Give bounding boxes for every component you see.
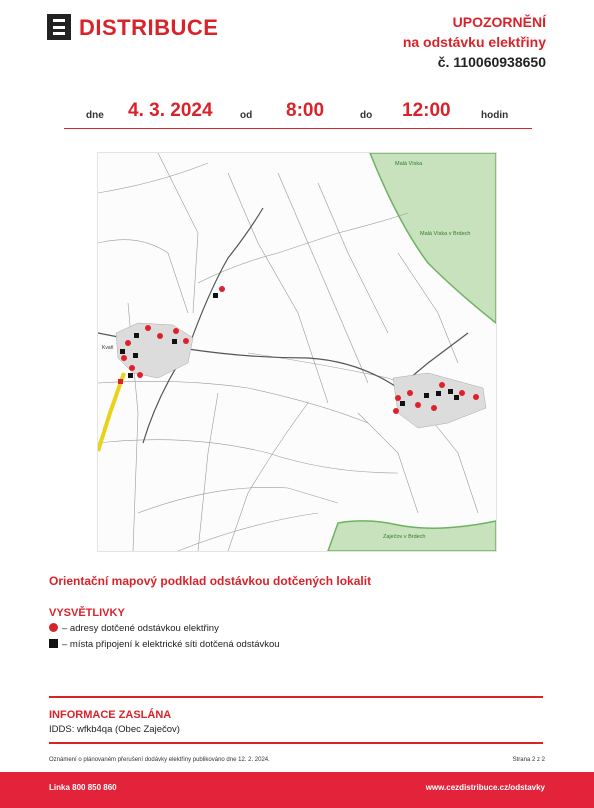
- address-marker: [431, 405, 437, 411]
- outage-schedule: [64, 100, 532, 129]
- connection-point-marker: [454, 395, 459, 400]
- outage-date: 4. 3. 2024: [128, 100, 213, 121]
- map-svg: [98, 153, 496, 551]
- connection-point-marker: [172, 339, 177, 344]
- divider: [49, 696, 543, 698]
- address-marker: [173, 328, 179, 334]
- outage-map: [97, 152, 497, 552]
- label-mala-viska: Malá Víska: [395, 161, 423, 167]
- black-square-icon: [49, 639, 58, 648]
- address-marker: [183, 338, 189, 344]
- address-marker: [125, 340, 131, 346]
- address-marker: [473, 394, 479, 400]
- legend-item-address: [49, 623, 219, 634]
- time-from: 8:00: [286, 100, 325, 121]
- notice-title: UPOZORNĚNÍ: [452, 14, 546, 30]
- brand-name: DISTRIBUCE: [79, 15, 219, 40]
- label-kvan: Kvaň: [102, 345, 114, 351]
- connection-point-marker: [128, 373, 133, 378]
- label-zajecov-v-brdech: Zaječov v Brdech: [383, 534, 426, 540]
- map-caption: Orientační mapový podklad odstávkou dotčených lokalit: [49, 574, 372, 588]
- connection-point-marker: [213, 293, 218, 298]
- address-marker: [393, 408, 399, 414]
- address-marker: [415, 402, 421, 408]
- connection-point-marker: [120, 349, 125, 354]
- legend-address-text: – adresy dotčené odstávkou elektřiny: [62, 623, 219, 634]
- legend-title: VYSVĚTLIVKY: [49, 607, 125, 619]
- forest-area-north: [370, 153, 496, 323]
- connection-point-marker: [400, 401, 405, 406]
- connection-point-marker: [133, 353, 138, 358]
- address-marker: [121, 355, 127, 361]
- connection-point-marker: [436, 391, 441, 396]
- address-marker: [157, 333, 163, 339]
- connection-point-marker: [134, 333, 139, 338]
- address-marker: [145, 325, 151, 331]
- legend-connection-text: – místa připojení k elektrické síti dotčená odstávkou: [62, 639, 280, 650]
- label-mala-viska-v-brdech: Malá Víska v Brdech: [420, 231, 471, 237]
- address-marker: [129, 365, 135, 371]
- address-marker: [137, 372, 143, 378]
- address-marker: [395, 395, 401, 401]
- connection-point-marker: [424, 393, 429, 398]
- date-label: dne: [86, 110, 104, 121]
- notice-header: [403, 12, 546, 72]
- connection-point-marker: [448, 389, 453, 394]
- info-title: INFORMACE ZASLÁNA: [49, 709, 172, 721]
- footer-url[interactable]: www.cezdistribuce.cz/odstavky: [425, 783, 545, 792]
- connection-point-marker: [118, 379, 123, 384]
- page-number: Strana 2 z 2: [512, 757, 545, 763]
- divider: [49, 742, 543, 744]
- notice-number: č. 110060938650: [437, 54, 546, 70]
- cez-logo-icon: [47, 14, 71, 40]
- to-label: do: [360, 110, 373, 121]
- address-marker: [439, 382, 445, 388]
- highway: [98, 373, 124, 451]
- footer-phone: Linka 800 850 860: [49, 783, 117, 792]
- address-marker: [219, 286, 225, 292]
- announcement-note: Oznámení o plánovaném přerušení dodávky elektřiny publikováno dne 12. 2. 2024.: [49, 757, 270, 763]
- notice-subtitle: na odstávku elektřiny: [402, 34, 546, 50]
- time-to: 12:00: [402, 100, 451, 121]
- from-label: od: [240, 110, 253, 121]
- hours-label: hodin: [481, 110, 509, 121]
- address-marker: [407, 390, 413, 396]
- legend-item-connection: [49, 639, 280, 650]
- address-marker: [459, 390, 465, 396]
- red-dot-icon: [49, 623, 58, 632]
- info-recipient: IDDS: wfkb4qa (Obec Zaječov): [49, 724, 180, 735]
